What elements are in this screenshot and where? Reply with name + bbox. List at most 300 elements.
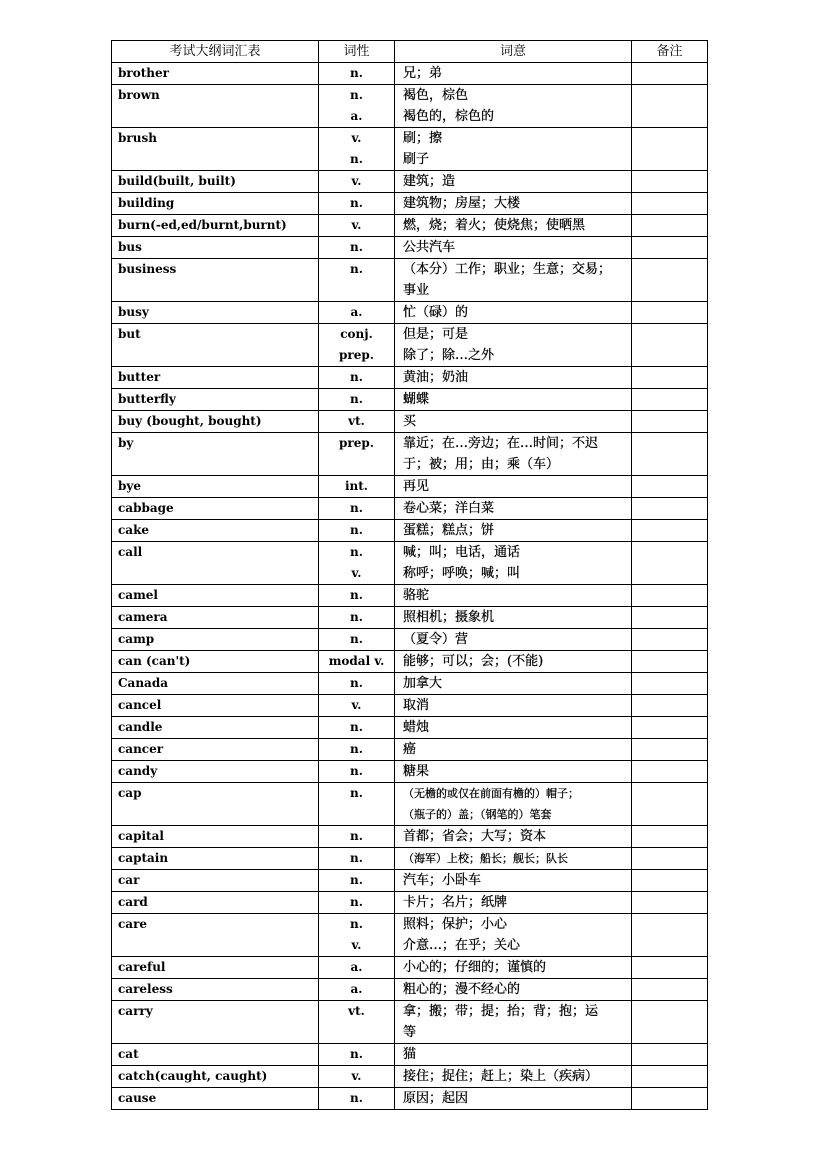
pos-cell <box>319 128 395 171</box>
meaning-text: 介意…；在乎；关心 <box>403 938 521 953</box>
meaning-cell <box>395 367 632 389</box>
note-cell <box>632 193 708 215</box>
word-cell <box>112 498 319 520</box>
pos-text: n. <box>350 895 363 909</box>
pos-text: vt. <box>348 414 365 428</box>
pos-text: n. <box>350 917 363 931</box>
pos-text: v. <box>351 218 362 232</box>
note-text <box>632 128 707 149</box>
pos-cell <box>319 85 395 128</box>
note-cell <box>632 85 708 128</box>
note-text <box>632 433 707 454</box>
word-text: busy <box>118 305 149 319</box>
table-row <box>112 870 708 892</box>
pos-text: a. <box>350 305 363 319</box>
pos-text: a. <box>350 960 363 974</box>
word-text: card <box>118 895 148 909</box>
word-cell <box>112 607 319 629</box>
word-cell <box>112 237 319 259</box>
table-row <box>112 389 708 411</box>
word-text: brush <box>118 131 157 145</box>
note-text <box>632 367 707 388</box>
note-cell <box>632 914 708 957</box>
meaning-cell <box>395 957 632 979</box>
meaning-cell <box>395 128 632 171</box>
note-text <box>632 259 707 280</box>
note-text <box>632 739 707 760</box>
word-cell <box>112 585 319 607</box>
meaning-cell <box>395 193 632 215</box>
pos-text: v. <box>351 938 362 952</box>
meaning-text: 黄油；奶油 <box>403 370 469 385</box>
note-text <box>632 520 707 541</box>
word-text: buy (bought, bought) <box>118 414 262 428</box>
pos-text: n. <box>350 545 363 559</box>
meaning-cell <box>395 892 632 914</box>
meaning-text: 事业 <box>403 283 430 298</box>
pos-cell <box>319 1001 395 1044</box>
pos-text: n. <box>350 501 363 515</box>
word-text: cancer <box>118 742 164 756</box>
note-cell <box>632 892 708 914</box>
meaning-text: 接住；捉住；赶上；染上（疾病） <box>403 1069 599 1084</box>
word-text: brother <box>118 66 169 80</box>
note-cell <box>632 848 708 870</box>
meaning-text: 建筑；造 <box>403 174 456 189</box>
table-row <box>112 1088 708 1110</box>
note-text <box>632 651 707 672</box>
pos-cell <box>319 848 395 870</box>
meaning-cell <box>395 607 632 629</box>
meaning-text: 拿；搬；带；提；抬；背；抱；运 <box>403 1004 599 1019</box>
table-row <box>112 1001 708 1044</box>
table-row <box>112 367 708 389</box>
note-text <box>632 826 707 847</box>
word-cell <box>112 1001 319 1044</box>
note-cell <box>632 302 708 324</box>
note-text <box>632 63 707 84</box>
pos-cell <box>319 957 395 979</box>
word-text: candy <box>118 764 158 778</box>
word-cell <box>112 783 319 826</box>
note-text <box>632 761 707 782</box>
word-text: cat <box>118 1047 139 1061</box>
meaning-cell <box>395 1001 632 1044</box>
pos-cell <box>319 892 395 914</box>
meaning-text: 卡片；名片；纸牌 <box>403 895 508 910</box>
pos-cell <box>319 411 395 433</box>
word-text: by <box>118 436 134 450</box>
word-cell <box>112 324 319 367</box>
note-cell <box>632 783 708 826</box>
meaning-text: 卷心菜；洋白菜 <box>403 501 495 516</box>
pos-text: n. <box>350 851 363 865</box>
word-cell <box>112 651 319 673</box>
note-cell <box>632 979 708 1001</box>
meaning-text: 除了；除…之外 <box>403 348 495 363</box>
pos-cell <box>319 783 395 826</box>
table-row <box>112 739 708 761</box>
pos-text: conj. <box>340 327 373 341</box>
note-cell <box>632 324 708 367</box>
pos-text: n. <box>350 610 363 624</box>
note-cell <box>632 128 708 171</box>
meaning-cell <box>395 629 632 651</box>
note-text <box>632 193 707 214</box>
pos-text: n. <box>350 720 363 734</box>
meaning-cell <box>395 411 632 433</box>
table-row <box>112 498 708 520</box>
meaning-cell <box>395 783 632 826</box>
note-text <box>632 237 707 258</box>
word-text: careless <box>118 982 173 996</box>
note-text <box>632 979 707 1000</box>
word-cell <box>112 1088 319 1110</box>
pos-text: n. <box>350 523 363 537</box>
table-row <box>112 302 708 324</box>
word-text: cake <box>118 523 150 537</box>
meaning-cell <box>395 171 632 193</box>
meaning-cell <box>395 542 632 585</box>
note-cell <box>632 411 708 433</box>
meaning-cell <box>395 870 632 892</box>
note-cell <box>632 1001 708 1044</box>
word-text: build(built, built) <box>118 174 236 188</box>
note-text <box>632 673 707 694</box>
meaning-text: 照相机；摄象机 <box>403 610 495 625</box>
note-text <box>632 957 707 978</box>
word-text: bye <box>118 479 141 493</box>
pos-cell <box>319 237 395 259</box>
note-text <box>632 717 707 738</box>
table-row <box>112 717 708 739</box>
table-row <box>112 520 708 542</box>
table-row <box>112 695 708 717</box>
note-cell <box>632 237 708 259</box>
note-cell <box>632 433 708 476</box>
meaning-text: 蛋糕；糕点；饼 <box>403 523 495 538</box>
word-text: careful <box>118 960 166 974</box>
pos-text: a. <box>350 982 363 996</box>
note-cell <box>632 607 708 629</box>
meaning-text: 能够；可以；会；(不能) <box>403 654 544 669</box>
word-cell <box>112 302 319 324</box>
note-text <box>632 324 707 345</box>
note-cell <box>632 826 708 848</box>
table-row <box>112 1044 708 1066</box>
note-text <box>632 171 707 192</box>
pos-text: modal v. <box>328 654 385 668</box>
meaning-text: 癌 <box>403 742 417 757</box>
table-row <box>112 607 708 629</box>
meaning-cell <box>395 1044 632 1066</box>
meaning-text: 取消 <box>403 698 430 713</box>
meaning-text: （无檐的或仅在前面有檐的）帽子； <box>403 787 579 800</box>
pos-text: n. <box>350 764 363 778</box>
word-cell <box>112 1044 319 1066</box>
pos-text: n. <box>350 196 363 210</box>
table-row <box>112 237 708 259</box>
meaning-text: 公共汽车 <box>403 240 456 255</box>
pos-cell <box>319 542 395 585</box>
note-cell <box>632 1044 708 1066</box>
note-cell <box>632 1066 708 1088</box>
note-cell <box>632 739 708 761</box>
note-cell <box>632 957 708 979</box>
word-cell <box>112 411 319 433</box>
meaning-text: 褐色，棕色 <box>403 88 469 103</box>
pos-text: n. <box>350 742 363 756</box>
meaning-text: 首都；省会；大写；资本 <box>403 829 547 844</box>
note-text <box>632 783 707 804</box>
word-cell <box>112 826 319 848</box>
pos-cell <box>319 629 395 651</box>
meaning-text: 等 <box>403 1025 417 1040</box>
pos-text: n. <box>350 240 363 254</box>
header-meaning: 词意 <box>395 41 632 63</box>
word-text: Canada <box>118 676 168 690</box>
pos-cell <box>319 302 395 324</box>
meaning-text: 糖果 <box>403 764 430 779</box>
note-text <box>632 542 707 563</box>
pos-text: v. <box>351 698 362 712</box>
word-text: business <box>118 262 177 276</box>
note-cell <box>632 870 708 892</box>
meaning-cell <box>395 739 632 761</box>
meaning-text: 再见 <box>403 479 430 494</box>
pos-text: n. <box>350 1091 363 1105</box>
table-row <box>112 651 708 673</box>
meaning-text: （本分）工作；职业；生意；交易； <box>403 262 612 277</box>
pos-text: prep. <box>339 348 374 362</box>
meaning-cell <box>395 63 632 85</box>
table-row <box>112 848 708 870</box>
meaning-text: 粗心的；漫不经心的 <box>403 982 521 997</box>
pos-text: n. <box>350 873 363 887</box>
meaning-cell <box>395 85 632 128</box>
word-text: camp <box>118 632 155 646</box>
pos-cell <box>319 171 395 193</box>
pos-text: n. <box>350 632 363 646</box>
note-text <box>632 695 707 716</box>
word-text: butter <box>118 370 161 384</box>
meaning-cell <box>395 914 632 957</box>
table-row <box>112 411 708 433</box>
table-row <box>112 761 708 783</box>
table-row <box>112 171 708 193</box>
word-text: camel <box>118 588 158 602</box>
table-row <box>112 585 708 607</box>
pos-text: prep. <box>339 436 374 450</box>
word-text: butterfly <box>118 392 176 406</box>
word-cell <box>112 848 319 870</box>
meaning-text: （夏令）营 <box>403 632 469 647</box>
word-text: bus <box>118 240 142 254</box>
word-cell <box>112 1066 319 1088</box>
word-cell <box>112 193 319 215</box>
pos-cell <box>319 739 395 761</box>
meaning-text: 于；被；用；由；乘（车） <box>403 457 560 472</box>
table-row <box>112 433 708 476</box>
note-cell <box>632 215 708 237</box>
table-row <box>112 259 708 302</box>
table-row <box>112 826 708 848</box>
pos-text: v. <box>351 1069 362 1083</box>
word-cell <box>112 914 319 957</box>
word-cell <box>112 761 319 783</box>
meaning-text: （瓶子的）盖；（钢笔的）笔套 <box>403 808 552 821</box>
pos-text: n. <box>350 1047 363 1061</box>
meaning-text: （海军）上校；船长；舰长；队长 <box>403 852 568 865</box>
table-row <box>112 63 708 85</box>
meaning-cell <box>395 848 632 870</box>
note-text <box>632 389 707 410</box>
word-text: but <box>118 327 141 341</box>
meaning-cell <box>395 498 632 520</box>
meaning-text: 但是；可是 <box>403 327 469 342</box>
pos-text: n. <box>350 88 363 102</box>
note-cell <box>632 520 708 542</box>
word-text: call <box>118 545 143 559</box>
meaning-cell <box>395 433 632 476</box>
note-cell <box>632 629 708 651</box>
pos-cell <box>319 717 395 739</box>
note-cell <box>632 259 708 302</box>
meaning-cell <box>395 651 632 673</box>
pos-cell <box>319 498 395 520</box>
table-row <box>112 324 708 367</box>
table-row <box>112 85 708 128</box>
note-text <box>632 914 707 935</box>
meaning-text: 骆驼 <box>403 588 430 603</box>
meaning-text: 照料；保护；小心 <box>403 917 508 932</box>
note-cell <box>632 476 708 498</box>
pos-cell <box>319 389 395 411</box>
pos-text: n. <box>350 370 363 384</box>
word-cell <box>112 259 319 302</box>
pos-cell <box>319 979 395 1001</box>
pos-cell <box>319 63 395 85</box>
word-text: catch(caught, caught) <box>118 1069 268 1083</box>
note-cell <box>632 498 708 520</box>
meaning-text: 称呼；呼唤；喊；叫 <box>403 566 521 581</box>
pos-text: v. <box>351 174 362 188</box>
note-cell <box>632 367 708 389</box>
pos-text: n. <box>350 676 363 690</box>
note-cell <box>632 389 708 411</box>
pos-cell <box>319 673 395 695</box>
word-cell <box>112 957 319 979</box>
table-row <box>112 542 708 585</box>
table-row <box>112 1066 708 1088</box>
pos-text: n. <box>350 588 363 602</box>
pos-text: n. <box>350 262 363 276</box>
note-text <box>632 498 707 519</box>
pos-cell <box>319 826 395 848</box>
word-cell <box>112 673 319 695</box>
word-cell <box>112 542 319 585</box>
word-cell <box>112 85 319 128</box>
note-cell <box>632 1088 708 1110</box>
word-cell <box>112 476 319 498</box>
header-note: 备注 <box>632 41 708 63</box>
note-text <box>632 629 707 650</box>
pos-text: a. <box>350 109 363 123</box>
word-text: burn(-ed,ed/burnt,burnt) <box>118 218 287 232</box>
meaning-cell <box>395 237 632 259</box>
note-cell <box>632 717 708 739</box>
note-text <box>632 1066 707 1087</box>
meaning-text: 建筑物；房屋；大楼 <box>403 196 521 211</box>
word-cell <box>112 979 319 1001</box>
pos-cell <box>319 215 395 237</box>
note-text <box>632 607 707 628</box>
table-row <box>112 892 708 914</box>
word-text: cap <box>118 786 142 800</box>
note-text <box>632 1088 707 1109</box>
meaning-text: 褐色的，棕色的 <box>403 109 495 124</box>
header-word: 考试大纲词汇表 <box>112 41 319 63</box>
word-cell <box>112 520 319 542</box>
word-cell <box>112 892 319 914</box>
meaning-text: 刷；擦 <box>403 131 443 146</box>
note-cell <box>632 542 708 585</box>
word-text: camera <box>118 610 168 624</box>
pos-cell <box>319 433 395 476</box>
meaning-cell <box>395 761 632 783</box>
meaning-text: 靠近；在…旁边；在…时间；不迟 <box>403 436 599 451</box>
table-row <box>112 979 708 1001</box>
pos-cell <box>319 607 395 629</box>
note-text <box>632 585 707 606</box>
pos-cell <box>319 914 395 957</box>
word-text: candle <box>118 720 163 734</box>
meaning-text: 猫 <box>403 1047 417 1062</box>
word-text: captain <box>118 851 169 865</box>
pos-cell <box>319 520 395 542</box>
meaning-cell <box>395 695 632 717</box>
pos-text: n. <box>350 786 363 800</box>
note-text <box>632 870 707 891</box>
table-row <box>112 783 708 826</box>
pos-cell <box>319 367 395 389</box>
table-row <box>112 128 708 171</box>
header-pos: 词性 <box>319 41 395 63</box>
word-text: car <box>118 873 140 887</box>
word-text: capital <box>118 829 164 843</box>
meaning-text: 忙（碌）的 <box>403 305 469 320</box>
word-text: care <box>118 917 148 931</box>
meaning-text: 喊；叫；电话，通话 <box>403 545 521 560</box>
note-cell <box>632 651 708 673</box>
note-text <box>632 1044 707 1065</box>
pos-cell <box>319 1066 395 1088</box>
meaning-text: 汽车；小卧车 <box>403 873 482 888</box>
pos-cell <box>319 1044 395 1066</box>
pos-text: v. <box>351 131 362 145</box>
meaning-cell <box>395 302 632 324</box>
note-cell <box>632 761 708 783</box>
note-cell <box>632 585 708 607</box>
meaning-cell <box>395 826 632 848</box>
meaning-cell <box>395 476 632 498</box>
word-cell <box>112 629 319 651</box>
meaning-cell <box>395 979 632 1001</box>
meaning-cell <box>395 259 632 302</box>
pos-text: int. <box>344 479 368 493</box>
meaning-cell <box>395 673 632 695</box>
table-row <box>112 193 708 215</box>
